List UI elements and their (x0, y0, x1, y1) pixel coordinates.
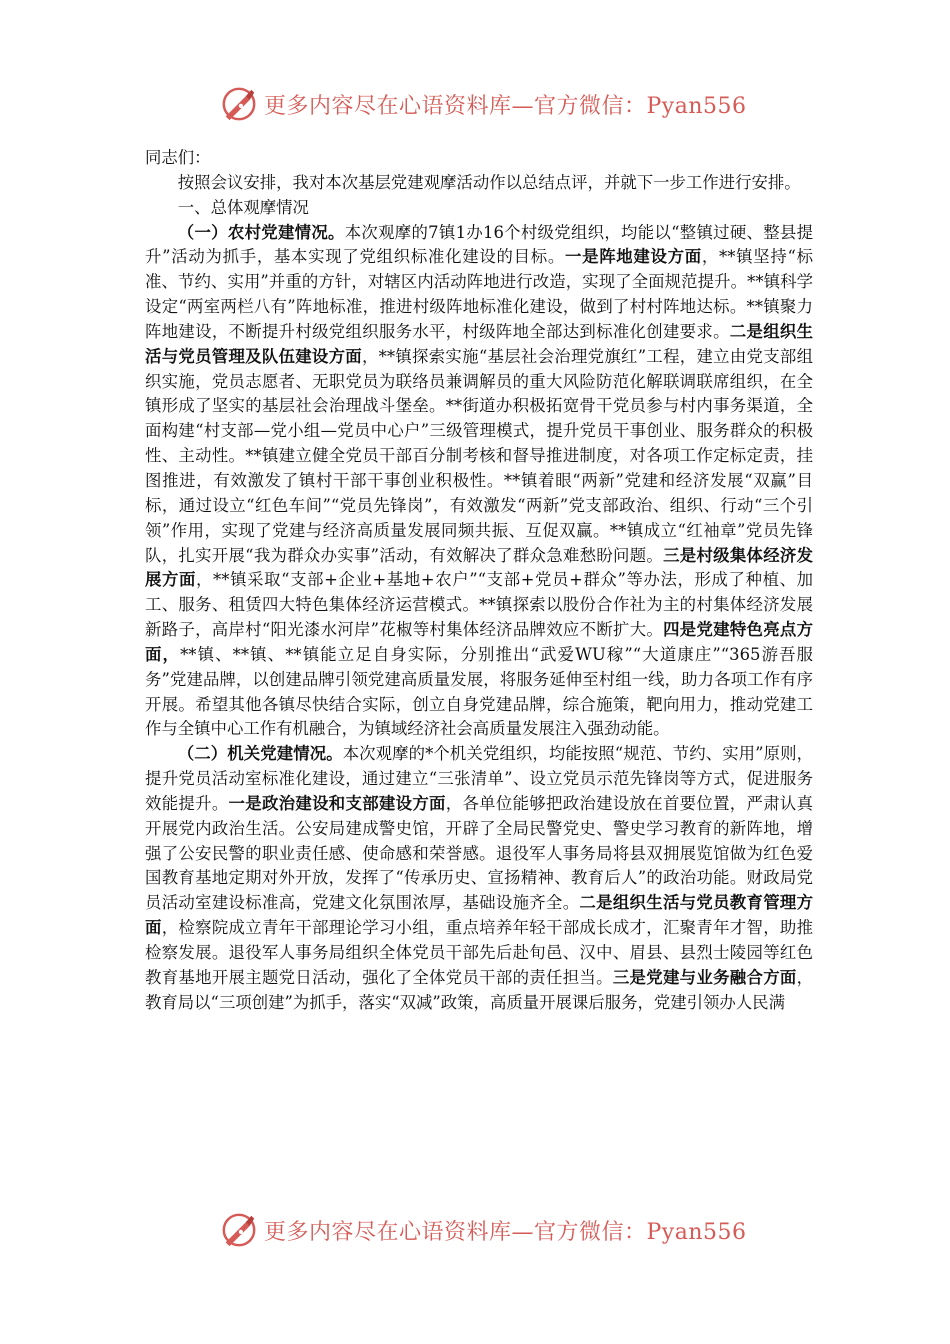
paragraph-text: **镇、**镇、**镇能立足自身实际，分别推出“武爱WU稼”“大道康庄”“365游吾服务”党建品牌，以创建品牌引领党建高质量发展，将服务延伸至村组一线，助力各项工作有序开展。希望其他各镇尽快结合实际，创立自身党建品牌，综合施策，靶向用力，推动党建工作与全镇中心工作有机融合，为镇域经济社会高质量发展注入强劲动能。 (145, 644, 814, 739)
salutation: 同志们： (145, 148, 211, 167)
pen-circle-logo-icon (220, 1211, 258, 1249)
point-heading: 一是政治建设和支部建设方面 (228, 793, 446, 813)
watermark-footer (220, 1210, 747, 1250)
paragraph-text: ，教育局以“三项创建”为抓手，落实“双减”政策，高质量开展课后服务，党建引领办人民满 (145, 967, 814, 1012)
watermark-header (220, 84, 747, 124)
pen-circle-logo-icon (220, 85, 258, 123)
point-heading: 一是阵地建设方面 (564, 247, 702, 267)
intro-paragraph: 按照会议安排，我对本次基层党建观摩活动作以总结点评，并就下一步工作进行安排。 (177, 172, 801, 192)
rural-party-building-paragraph (145, 221, 813, 743)
point-heading: 四是党建特色亮点方面， (145, 620, 813, 664)
point-heading: 二是组织生活与党员管理及队伍建设方面 (145, 321, 814, 366)
paragraph-text: ，各单位能够把政治建设放在首要位置，严肃认真开展党内政治生活。公安局建成警史馆，开辟了全局民警党史、警史学习教育的新阵地，增强了公安民警的职业责任感、使命感和荣誉感。退役军人事务局将县双拥展览馆做为红色爱国教育基地定期对外开放，发挥了“传承历史、宣扬精神、教育后人”的政治功能。财政局党员活动室建设标准高，党建文化氛围浓厚，基础设施齐全。 (145, 793, 814, 913)
paragraph-text: 本次观摩的*个机关党组织，均能按照“规范、节约、实用”原则，提升党员活动室标准化建设，通过建立“三张清单”、设立党员示范先锋岗等方式，促进服务效能提升。 (145, 744, 814, 813)
paragraph-text: ，检察院成立青年干部理论学习小组，重点培养年轻干部成长成才，汇聚青年才智，助推检察发展。退役军人事务局组织全体党员干部先后赴旬邑、汉中、眉县、县烈士陵园等红色教育基地开展主题党日活动，强化了全体党员干部的责任担当。 (145, 918, 814, 987)
subsection-heading: （一）农村党建情况。 (177, 222, 345, 242)
subsection-heading: （二）机关党建情况。 (177, 744, 343, 764)
section-heading: 一、总体观摩情况 (177, 197, 309, 217)
point-heading: 二是组织生活与党员教育管理方面 (145, 893, 813, 938)
point-heading: 三是村级集体经济发展方面 (145, 545, 813, 590)
watermark-text: 更多内容尽在心语资料库—官方微信：Pyan556 (264, 93, 747, 119)
point-heading: 三是党建与业务融合方面 (612, 967, 797, 987)
paragraph-text: ，**镇采取“支部+企业+基地+农户”“支部+党员+群众”等办法，形成了种植、加工、服务、租赁四大特色集体经济运营模式。**镇探索以股份合作社为主的村集体经济发展新路子，高岸村“阳光漆水河岸”花椒等村集体经济品牌效应不断扩大。 (145, 570, 814, 640)
watermark-text: 更多内容尽在心语资料库—官方微信：Pyan556 (264, 1219, 747, 1245)
paragraph-text: ，**镇坚持“标准、节约、实用”并重的方针，对辖区内活动阵地进行改造，实现了全面规范提升。**镇科学设定“两室两栏八有”阵地标准，推进村级阵地标准化建设，做到了村村阵地达标。**镇聚力阵地建设，不断提升村级党组织服务水平，村级阵地全部达到标准化创建要求。 (145, 247, 813, 341)
paragraph-text: ，**镇探索实施“基层社会治理党旗红”工程，建立由党支部组织实施，党员志愿者、无职党员为联络员兼调解员的重大风险防范化解联调联席组织，在全镇形成了坚实的基层社会治理战斗堡垒。**街道办积极拓宽骨干党员参与村内事务渠道，全面构建“村支部—党小组—党员中心户”三级管理模式，提升党员干事创业、服务群众的积极性、主动性。**镇建立健全党员干部百分制考核和督导推进制度，对各项工作定标定责，挂图推进，有效激发了镇村干部干事创业积极性。**镇着眼“两新”党建和经济发展“双赢”目标，通过设立“红色车间”“党员先锋岗”，有效激发“两新”党支部政治、组织、行动“三个引领”作用，实现了党建与经济高质量发展同频共振、互促双赢。**镇成立“红袖章”党员先锋队，扎实开展“我为群众办实事”活动，有效解决了群众急难愁盼问题。 (145, 346, 813, 565)
speech-body (145, 146, 813, 1016)
agency-party-building-paragraph (145, 742, 813, 1015)
paragraph-text: 本次观摩的7镇1办16个村级党组织，均能以“整镇过硬、整县提升”活动为抓手，基本实现了党组织标准化建设的目标。 (145, 222, 814, 267)
